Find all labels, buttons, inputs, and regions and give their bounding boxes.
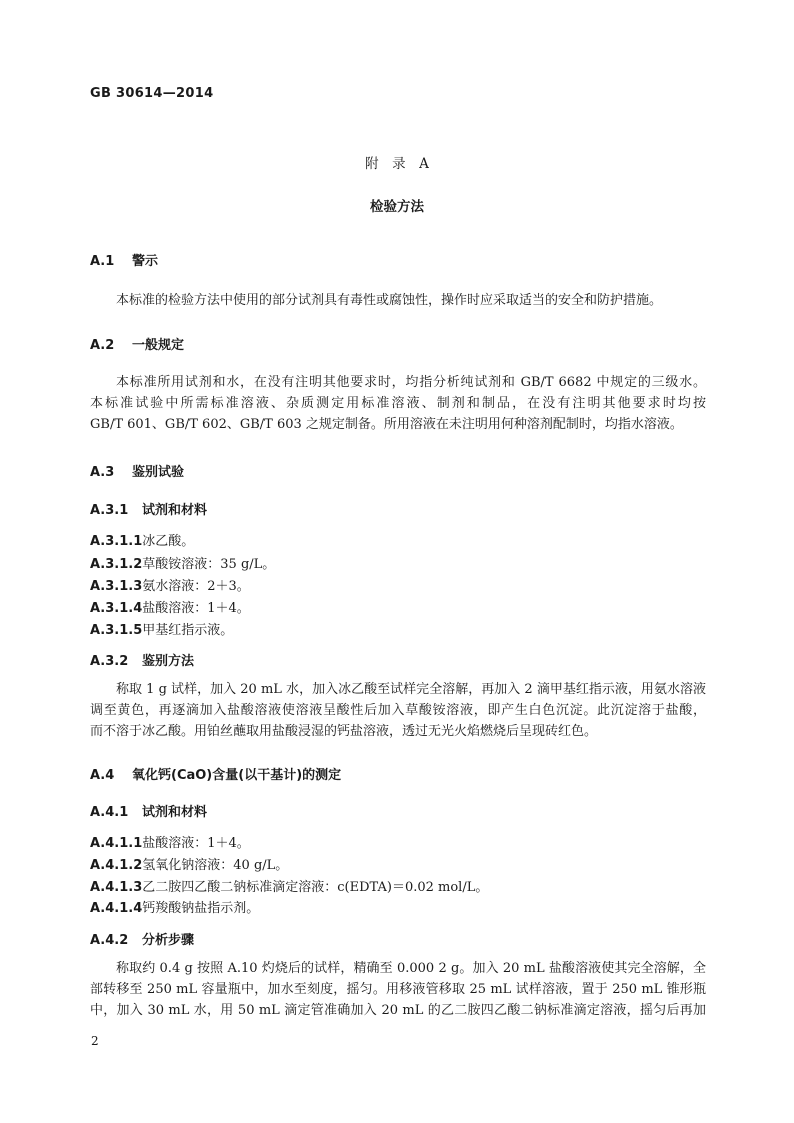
paragraph-line: 本标准的检验方法中使用的部分试剂具有毒性或腐蚀性，操作时应采取适当的安全和防护措施。 <box>116 293 663 308</box>
item-text: 氢氧化钠溶液：40 g/L。 <box>142 858 289 873</box>
section-number: A.3.2 <box>90 654 129 669</box>
item-text: 甲基红指示液。 <box>142 623 234 638</box>
section-number: A.3 <box>90 465 115 480</box>
item-number: A.4.1.4 <box>90 901 143 916</box>
list-item <box>90 897 259 916</box>
paragraph-warning <box>90 290 706 311</box>
section-heading-a31 <box>90 499 207 518</box>
section-title: 鉴别试验 <box>132 465 185 480</box>
section-title: 试剂和材料 <box>142 805 208 820</box>
list-item <box>90 854 288 873</box>
paragraph-line: 称取 1 g 试样，加入 20 mL 水，加入冰乙酸至试样完全溶解，再加入 2 滴甲基红指示液，用氨水溶液 <box>116 682 706 697</box>
section-title: 氧化钙(CaO)含量(以干基计)的测定 <box>132 768 342 783</box>
list-item <box>90 575 250 594</box>
section-number: A.3.1 <box>90 503 129 518</box>
item-text: 盐酸溶液：1＋4。 <box>142 836 250 851</box>
item-text: 冰乙酸。 <box>142 534 195 549</box>
section-number: A.4.2 <box>90 933 129 948</box>
section-number: A.4 <box>90 768 115 783</box>
list-item <box>90 597 250 616</box>
section-title: 鉴别方法 <box>142 654 195 669</box>
section-title: 一般规定 <box>132 338 185 353</box>
paragraph-line: GB/T 601、GB/T 602、GB/T 603 之规定制备。所用溶液在未注明用何种溶剂配制时，均指水溶液。 <box>90 417 683 432</box>
section-number: A.4.1 <box>90 805 129 820</box>
paragraph-line: 本标准试验中所需标准溶液、杂质测定用标准溶液、制剂和制品，在没有注明其他要求时均按 <box>90 396 706 411</box>
section-title: 警示 <box>132 254 159 269</box>
item-number: A.3.1.2 <box>90 557 143 572</box>
list-item <box>90 553 275 572</box>
section-number: A.2 <box>90 338 115 353</box>
section-number: A.1 <box>90 254 115 269</box>
section-heading-a41 <box>90 801 207 820</box>
list-item <box>90 530 194 549</box>
list-item <box>90 619 233 638</box>
section-heading-a42 <box>90 929 194 948</box>
paragraph-line: 中，加入 30 mL 水，用 50 mL 滴定管准确加入 20 mL 的乙二胺四乙酸二钠标准滴定溶液，摇匀后再加 <box>90 1003 706 1018</box>
paragraph-line: 称取约 0.4 g 按照 A.10 灼烧后的试样，精确至 0.000 2 g。加入 20 mL 盐酸溶液使其完全溶解，全 <box>116 961 706 976</box>
paragraph-line: 调至黄色，再逐滴加入盐酸溶液使溶液呈酸性后加入草酸铵溶液，即产生白色沉淀。此沉淀溶于盐酸， <box>90 703 706 718</box>
item-number: A.3.1.4 <box>90 601 143 616</box>
list-item <box>90 876 488 895</box>
paragraph-analysis <box>90 958 706 1021</box>
section-heading-a1 <box>90 250 158 269</box>
standard-code: GB 30614—2014 <box>90 86 214 101</box>
item-text: 乙二胺四乙酸二钠标准滴定溶液：c(EDTA)＝0.02 mol/L。 <box>142 880 489 895</box>
item-number: A.4.1.2 <box>90 858 143 873</box>
page-number: 2 <box>91 1034 99 1048</box>
section-heading-a3 <box>90 461 184 480</box>
appendix-title: 检验方法 <box>370 199 424 215</box>
item-text: 钙羧酸钠盐指示剂。 <box>142 901 260 916</box>
section-heading-a2 <box>90 334 184 353</box>
appendix-label: 附 录 A <box>365 156 429 172</box>
item-text: 草酸铵溶液：35 g/L。 <box>142 557 276 572</box>
paragraph-general <box>90 372 706 435</box>
item-number: A.3.1.3 <box>90 579 143 594</box>
paragraph-identification <box>90 679 706 742</box>
item-text: 氨水溶液：2＋3。 <box>142 579 250 594</box>
item-number: A.3.1.1 <box>90 534 143 549</box>
item-number: A.4.1.1 <box>90 836 143 851</box>
paragraph-line: 而不溶于冰乙酸。用铂丝蘸取用盐酸浸湿的钙盐溶液，透过无光火焰燃烧后呈现砖红色。 <box>90 724 598 739</box>
section-heading-a32 <box>90 650 194 669</box>
section-heading-a4 <box>90 764 341 783</box>
item-number: A.4.1.3 <box>90 880 143 895</box>
section-title: 分析步骤 <box>142 933 195 948</box>
item-text: 盐酸溶液：1＋4。 <box>142 601 250 616</box>
paragraph-line: 本标准所用试剂和水，在没有注明其他要求时，均指分析纯试剂和 GB/T 6682 中规定的三级水。 <box>116 375 706 390</box>
section-title: 试剂和材料 <box>142 503 208 518</box>
list-item <box>90 832 250 851</box>
item-number: A.3.1.5 <box>90 623 143 638</box>
paragraph-line: 部转移至 250 mL 容量瓶中，加水至刻度，摇匀。用移液管移取 25 mL 试样溶液，置于 250 mL 锥形瓶 <box>90 982 706 997</box>
